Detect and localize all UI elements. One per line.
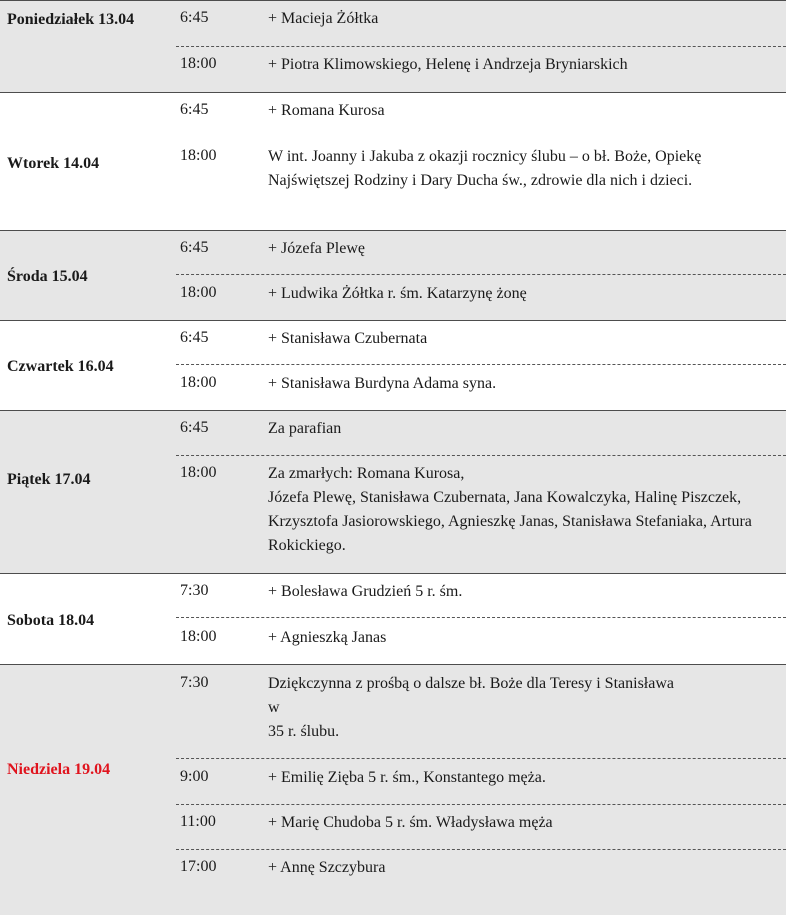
mass-intention: Za zmarłych: Romana Kurosa, Józefa Plewę, Stanisława Czubernata, Jana Kowalczyka, Halinę Piszczek, Krzysztofa Jasiorowskiego, Agnieszkę Janas, Stanisława Stefaniaka, Artura Rokickiego. <box>268 465 752 554</box>
mass-entry <box>176 455 786 575</box>
mass-intention: + Stanisława Czubernata <box>268 330 428 347</box>
mass-time: 6:45 <box>180 9 209 26</box>
mass-time: 18:00 <box>180 55 217 72</box>
mass-intention: + Stanisława Burdyna Adama syna. <box>268 375 497 392</box>
mass-time: 7:30 <box>180 582 209 599</box>
mass-time: 7:30 <box>180 674 209 691</box>
mass-intention: + Bolesława Grudzień 5 r. śm. <box>268 583 463 600</box>
mass-entry <box>176 93 786 137</box>
mass-intention: + Piotra Klimowskiego, Helenę i Andrzeja Bryniarskich <box>268 56 628 73</box>
mass-time: 6:45 <box>180 329 209 346</box>
day-label: Piątek 17.04 <box>7 471 91 488</box>
day-wednesday <box>0 230 786 320</box>
day-thursday <box>0 320 786 410</box>
day-tuesday <box>0 92 786 230</box>
day-label: Wtorek 14.04 <box>7 155 100 172</box>
mass-time: 18:00 <box>180 628 217 645</box>
day-label: Czwartek 16.04 <box>7 358 114 375</box>
day-label: Środa 15.04 <box>7 268 88 285</box>
mass-time: 18:00 <box>180 464 217 481</box>
mass-entry <box>176 1 786 46</box>
mass-intention: Dziękczynna z prośbą o dalsze bł. Boże dla Teresy i Stanisława w 35 r. ślubu. <box>268 675 674 740</box>
mass-time: 6:45 <box>180 101 209 118</box>
mass-entry <box>176 758 786 805</box>
mass-entry <box>176 665 786 758</box>
mass-intention: W int. Joanny i Jakuba z okazji rocznicy ślubu – o bł. Boże, Opiekę Najświętszej Rodziny i Dary Ducha św., zdrowie dla nich i dzieci. <box>268 148 702 189</box>
mass-entry <box>176 411 786 455</box>
mass-entry <box>176 137 786 231</box>
mass-time: 6:45 <box>180 239 209 256</box>
mass-entry <box>176 274 786 322</box>
mass-entry <box>176 231 786 274</box>
mass-entry <box>176 46 786 94</box>
mass-time: 18:00 <box>180 374 217 391</box>
day-sunday <box>0 664 786 915</box>
mass-entry <box>176 804 786 850</box>
mass-entry <box>176 849 786 917</box>
mass-entry <box>176 617 786 666</box>
mass-time: 18:00 <box>180 147 217 164</box>
day-label: Niedziela 19.04 <box>7 761 111 778</box>
mass-entry <box>176 364 786 412</box>
mass-entry <box>176 574 786 617</box>
day-saturday <box>0 573 786 664</box>
mass-intention: + Marię Chudoba 5 r. śm. Władysława męża <box>268 814 553 831</box>
mass-time: 18:00 <box>180 284 217 301</box>
day-monday <box>0 0 786 92</box>
mass-intention: + Emilię Zięba 5 r. śm., Konstantego męża. <box>268 769 546 786</box>
mass-intention: + Romana Kurosa <box>268 102 385 119</box>
day-label: Sobota 18.04 <box>7 612 95 629</box>
mass-intention: Za parafian <box>268 420 342 437</box>
mass-time: 17:00 <box>180 858 217 875</box>
day-friday <box>0 410 786 573</box>
mass-entry <box>176 321 786 364</box>
mass-time: 9:00 <box>180 768 209 785</box>
mass-time: 11:00 <box>180 813 216 830</box>
day-label: Poniedziałek 13.04 <box>7 11 135 28</box>
mass-intention: + Agnieszką Janas <box>268 629 387 646</box>
mass-intention: + Ludwika Żółtka r. śm. Katarzynę żonę <box>268 285 527 302</box>
mass-time: 6:45 <box>180 419 209 436</box>
mass-intention: + Macieja Żółtka <box>268 10 379 27</box>
mass-intention: + Józefa Plewę <box>268 240 365 257</box>
mass-intention: + Annę Szczybura <box>268 859 386 876</box>
